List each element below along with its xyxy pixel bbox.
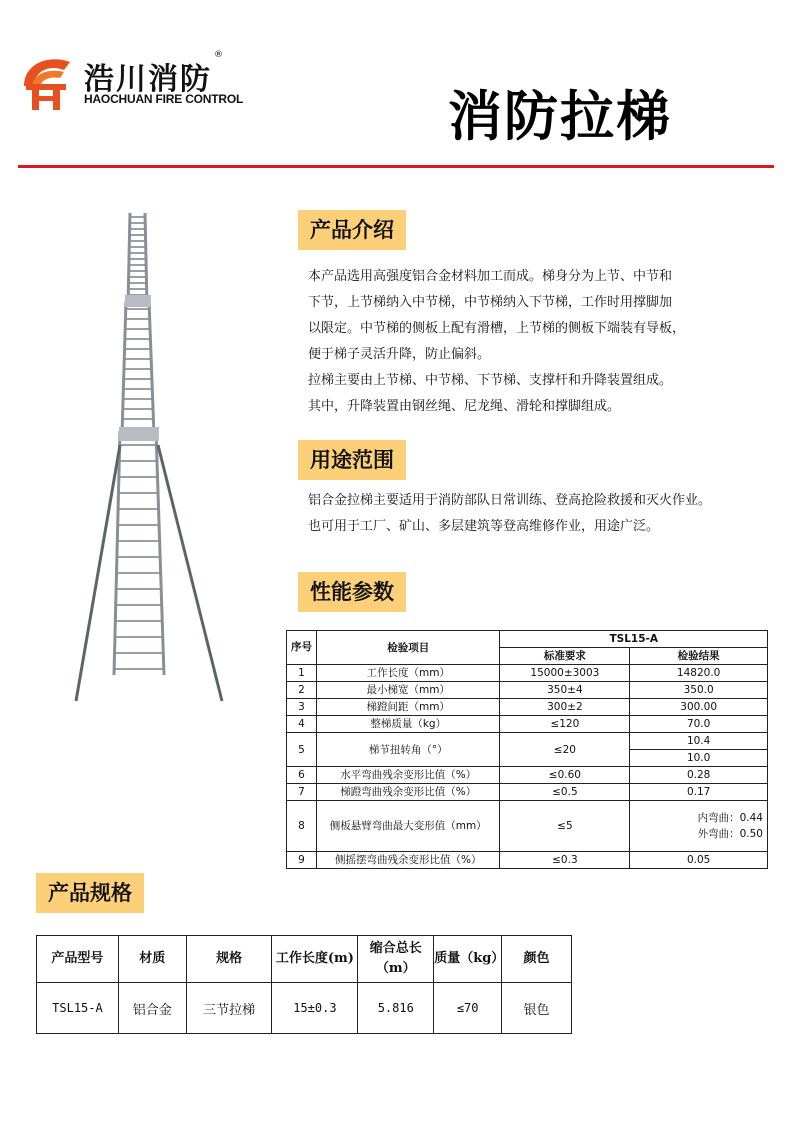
inner-bend-value: 内弯曲：0.44 (697, 812, 763, 824)
col-result: 检验结果 (630, 648, 768, 665)
table-row (287, 665, 768, 682)
table-row (287, 852, 768, 869)
row-standard: 350±4 (500, 682, 630, 699)
intro-line: 下节，上节梯纳入中节梯，中节梯纳入下节梯，工作时用撑脚加 (308, 295, 673, 310)
row-result: 0.28 (630, 767, 768, 784)
performance-heading: 性能参数 (298, 572, 406, 612)
row-no: 3 (287, 699, 317, 716)
row-result: 0.05 (630, 852, 768, 869)
row-result: 350.0 (630, 682, 768, 699)
usage-text (308, 488, 711, 540)
brand-name-en: HAOCHUAN FIRE CONTROL (84, 92, 244, 106)
row-standard: ≤5 (500, 801, 630, 852)
page-title: 消防拉梯 (448, 84, 672, 148)
usage-heading: 用途范围 (298, 440, 406, 480)
table-row (287, 733, 768, 750)
spec-cell: 15±0.3 (272, 983, 358, 1034)
header-divider (18, 165, 774, 168)
spec-col: 规格 (186, 936, 272, 983)
table-row (287, 682, 768, 699)
row-item: 梯蹬间距（mm） (316, 699, 500, 716)
row-standard: ≤0.60 (500, 767, 630, 784)
col-no: 序号 (287, 631, 317, 665)
row-item: 工作长度（mm） (316, 665, 500, 682)
row-standard: ≤120 (500, 716, 630, 733)
performance-table (286, 630, 768, 869)
row-item: 侧板悬臂弯曲最大变形值（mm） (316, 801, 500, 852)
intro-line: 本产品选用高强度铝合金材料加工而成。梯身分为上节、中节和 (308, 269, 673, 284)
spec-cell: 银色 (502, 983, 572, 1034)
row-no: 7 (287, 784, 317, 801)
row-no: 1 (287, 665, 317, 682)
col-model: TSL15-A (500, 631, 768, 648)
row-item: 水平弯曲残余变形比值（%） (316, 767, 500, 784)
row-result: 300.00 (630, 699, 768, 716)
ladder-image (70, 205, 240, 705)
intro-line: 以限定。中节梯的侧板上配有滑槽，上节梯的侧板下端装有导板， (308, 321, 686, 336)
spec-table (36, 935, 572, 1034)
row-no: 6 (287, 767, 317, 784)
spec-col: 产品型号 (37, 936, 119, 983)
spec-col: 材质 (118, 936, 186, 983)
haochuan-logo-icon (18, 50, 74, 112)
brand-logo (18, 46, 248, 124)
intro-line: 其中，升降装置由钢丝绳、尼龙绳、滑轮和撑脚组成。 (308, 399, 621, 414)
spec-cell: 三节拉梯 (186, 983, 272, 1034)
row-no: 9 (287, 852, 317, 869)
spec-cell: TSL15-A (37, 983, 119, 1034)
outer-bend-value: 外弯曲：0.50 (697, 828, 763, 840)
usage-line: 铝合金拉梯主要适用于消防部队日常训练、登高抢险救援和灭火作业。 (308, 493, 712, 508)
table-row (287, 699, 768, 716)
row-result: 14820.0 (630, 665, 768, 682)
spec-cell: 铝合金 (118, 983, 186, 1034)
col-standard: 标准要求 (500, 648, 630, 665)
brand-name-cn: 浩川消防 (84, 62, 212, 97)
table-row (287, 767, 768, 784)
row-item: 梯节扭转角（°） (316, 733, 500, 767)
row-standard: ≤20 (500, 733, 630, 767)
table-row (287, 716, 768, 733)
row-item: 最小梯宽（mm） (316, 682, 500, 699)
row-standard: 15000±3003 (500, 665, 630, 682)
spec-col: 颜色 (502, 936, 572, 983)
spec-col: 工作长度(m) (272, 936, 358, 983)
intro-heading: 产品介绍 (298, 210, 406, 250)
spec-col: 质量（kg） (434, 936, 502, 983)
row-standard: ≤0.3 (500, 852, 630, 869)
row-result (630, 801, 768, 852)
table-row (287, 801, 768, 852)
row-no: 5 (287, 733, 317, 767)
row-result: 10.0 (630, 750, 768, 767)
spec-heading: 产品规格 (36, 873, 144, 913)
intro-line: 便于梯子灵活升降，防止偏斜。 (308, 347, 491, 362)
spec-cell: ≤70 (434, 983, 502, 1034)
row-item: 梯蹬弯曲残余变形比值（%） (316, 784, 500, 801)
row-result: 70.0 (630, 716, 768, 733)
row-result: 10.4 (630, 733, 768, 750)
row-item: 侧摇摆弯曲残余变形比值（%） (316, 852, 500, 869)
table-row (37, 983, 572, 1034)
row-no: 4 (287, 716, 317, 733)
spec-cell: 5.816 (358, 983, 434, 1034)
row-standard: 300±2 (500, 699, 630, 716)
row-no: 8 (287, 801, 317, 852)
row-standard: ≤0.5 (500, 784, 630, 801)
col-item: 检验项目 (316, 631, 500, 665)
intro-text (308, 264, 685, 420)
usage-line: 也可用于工厂、矿山、多层建筑等登高维修作业，用途广泛。 (308, 519, 660, 534)
registered-mark: ® (214, 50, 223, 60)
row-no: 2 (287, 682, 317, 699)
spec-col: 缩合总长（m） (358, 936, 434, 983)
row-item: 整梯质量（kg） (316, 716, 500, 733)
row-result: 0.17 (630, 784, 768, 801)
intro-line: 拉梯主要由上节梯、中节梯、下节梯、支撑杆和升降装置组成。 (308, 373, 673, 388)
table-row (287, 784, 768, 801)
